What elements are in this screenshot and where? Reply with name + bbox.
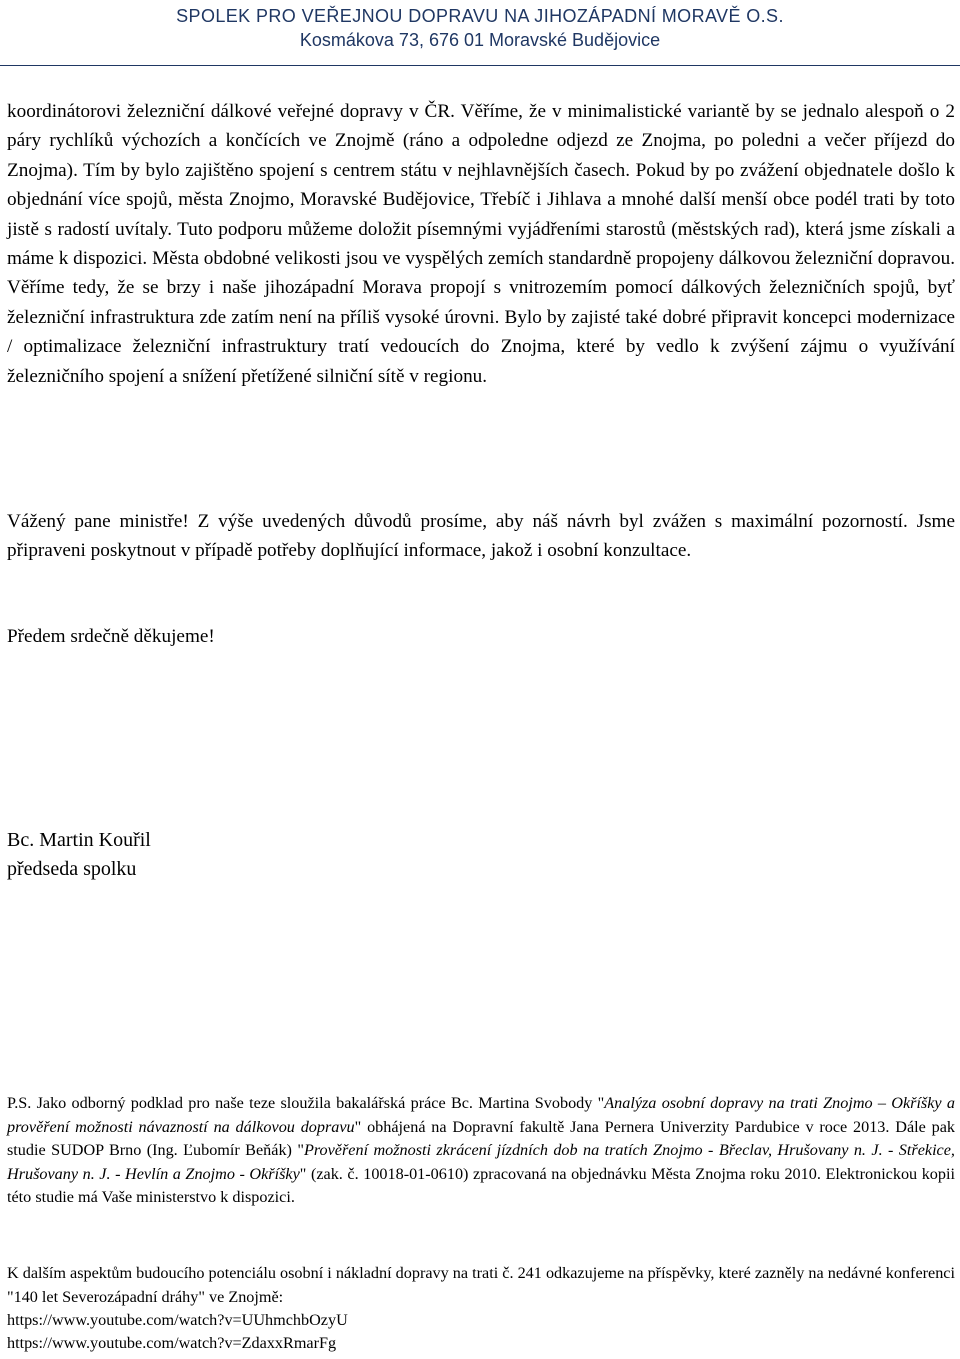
postscript-text-2: " obhájená na Dopravní fakultě Jana Pernera Univerzity Pardubice v roce 2013. Dále pak studie SUDOP Brno (Ing. Ľubomír Beňák) " (7, 1117, 955, 1159)
postscript (7, 1092, 955, 1210)
body-paragraph-2: Vážený pane ministře! Z výše uvedených důvodů prosíme, aby náš návrh byl zvážen s maximální pozorností. Jsme připraveni poskytnout v případě potřeby doplňující informace, jakož i osobní konzultace. (7, 511, 955, 562)
study-title: Prověření možnosti zkrácení jízdních dob na tratích Znojmo - Břeclav, Hrušovany n. J. - Střekice, Hrušovany n. J. - Hevlín a Znojmo - Okříšky (7, 1141, 955, 1183)
signature-role: předseda spolku (7, 858, 137, 880)
organization-address: Kosmákova 73, 676 01 Moravské Budějovice (299, 30, 661, 50)
thesis-title: Analýza osobní dopravy na trati Znojmo – Okříšky a prověření možnosti návazností na dálkovou dopravu (7, 1094, 955, 1136)
body-paragraph-1: koordinátorovi železniční dálkové veřejné dopravy v ČR. Věříme, že v minimalistické variantě by se jednalo alespoň o 2 páry rychlíků výchozích a končících ve Znojmě (ráno a odpoledne odjezd ze Znojma, po poledni a večer příjezd do Znojma). Tím by bylo zajištěno spojení s centrem státu v nejhlavnějších časech. Pokud by po zvážení objednatele došlo k objednání více spojů, města Znojmo, Moravské Budějovice, Třebíč i Jihlava a mnohé další menší obce podél trati by toto jistě s radostí uvítaly. Tuto podporu můžeme doložit písemnými vyjádřeními starostů (městských rad), která jsme získali a máme k dispozici. Města obdobné velikosti jsou ve vyspělých zemích standardně propojeny dálkovou železniční dopravou. Věříme tedy, že se brzy i naše jihozápadní Morava propojí s vnitrozemím pomocí dálkových železničních spojů, byť železniční infrastruktura zde zatím není na příliš vysoké úrovni. Bylo by zajisté také dobré připravit koncepci modernizace / optimalizace železniční infrastruktury tratí vedoucích do Znojma, které by vedlo k zvýšení zájmu o využívání železničního spojení a snížení přetížené silniční sítě v regionu. (7, 101, 955, 387)
organization-name: SPOLEK PRO VEŘEJNOU DOPRAVU NA JIHOZÁPADNÍ MORAVĚ O.S. (176, 6, 784, 26)
youtube-link-1[interactable]: https://www.youtube.com/watch?v=UUhmchbOzyU (7, 1311, 348, 1329)
youtube-link-2[interactable]: https://www.youtube.com/watch?v=ZdaxxRmarFg (7, 1334, 337, 1352)
closing-thanks: Předem srdečně děkujeme! (7, 626, 215, 647)
header-divider (0, 65, 960, 66)
postscript-text-3: " (zak. č. 10018-01-0610) zpracovaná na objednávku Města Znojma roku 2010. Elektronickou kopii této studie má Vaše ministerstvo k dispozici. (7, 1164, 955, 1206)
postscript-text-1: P.S. Jako odborný podklad pro naše teze sloužila bakalářská práce Bc. Martina Svobody " (7, 1094, 605, 1112)
signature-name: Bc. Martin Kouřil (7, 829, 151, 851)
further-references: K dalším aspektům budoucího potenciálu osobní i nákladní dopravy na trati č. 241 odkazujeme na příspěvky, které zazněly na nedávné konferenci "140 let Severozápadní dráhy" ve Znojmě: (7, 1264, 955, 1306)
